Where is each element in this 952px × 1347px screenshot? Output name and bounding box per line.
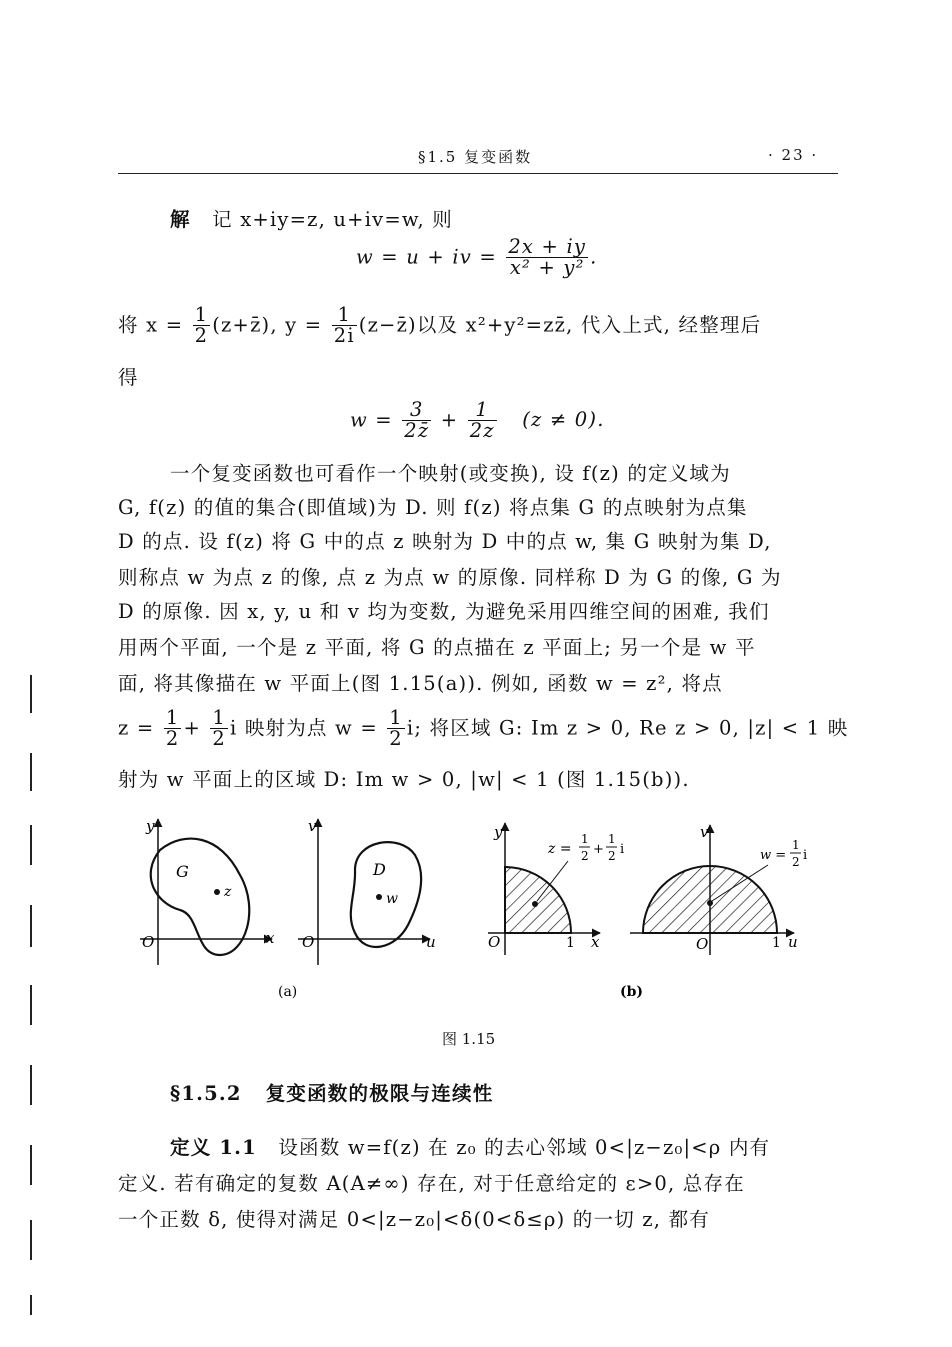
label-y: y [146, 817, 155, 835]
point-w [376, 894, 382, 900]
svg-text:1: 1 [581, 832, 589, 846]
paragraph-line-3: D 的点. 设 f(z) 将 G 中的点 z 映射为 D 中的点 w, 集 G 映射为集 D, [118, 530, 772, 553]
label-u: u [426, 933, 436, 951]
label-origin: O [142, 933, 155, 951]
svg-text:1: 1 [608, 832, 616, 846]
panel-a-z-plane [140, 817, 275, 965]
definition-line-1: 定义 1.1 设函数 w=f(z) 在 z₀ 的去心邻域 0<|z−z₀|<ρ 内有 [170, 1136, 771, 1159]
paragraph-line-1: 一个复变函数也可看作一个映射(或变换), 设 f(z) 的定义域为 [170, 462, 731, 485]
label-origin: O [488, 933, 501, 951]
page-number: · 23 · [768, 146, 819, 164]
section-title: 复变函数的极限与连续性 [265, 1082, 494, 1105]
label-u: u [788, 933, 798, 951]
svg-text:i: i [803, 848, 808, 863]
label-z: z [224, 884, 232, 900]
figure-caption: 图 1.15 [442, 1030, 496, 1048]
equation-1-fraction: $\frac{2x + iy}{\text{x² + y²}}$ [508, 235, 587, 280]
definition-line-3: 一个正数 δ, 使得对满足 0<|z−z₀|<δ(0<δ≤ρ) 的一切 z, 都有 [118, 1208, 710, 1231]
label-z-eq: z = [548, 841, 572, 857]
label-G: G [176, 862, 189, 881]
svg-text:1: 1 [792, 838, 800, 852]
label-origin: O [302, 933, 315, 951]
paragraph-line-2: G, f(z) 的值的集合(即值域)为 D. 则 f(z) 将点集 G 的点映射为点集 [118, 496, 748, 519]
label-y: y [494, 823, 503, 841]
panel-b-quarter-disk [488, 823, 624, 955]
section-heading [170, 1078, 493, 1106]
section-number: §1.5.2 [170, 1082, 242, 1105]
paragraph-line-8: z = $\frac{1}{2}$ + $\frac{1}{2}$ i 映射为点 w = $\frac{1}{2}$ i; 将区域 G: Im z > 0, Re z > 0, |z| < 1 映 [118, 706, 849, 751]
definition-label: 定义 1.1 [170, 1136, 257, 1159]
label-origin: O [696, 935, 709, 953]
substitution-continuation: 得 [118, 366, 139, 389]
paragraph-line-4: 则称点 w 为点 z 的像, 点 z 为点 w 的原像. 同样称 D 为 G 的像, G 为 [118, 566, 782, 589]
point-z [532, 901, 538, 907]
paragraph-line-7: 面, 将其像描在 w 平面上(图 1.15(a)). 例如, 函数 w = z², 将点 [118, 672, 723, 695]
substitution-line: 将 x = $\frac{1}{2}$ (z+z̄), y = $\frac{1}{2i}$ (z−z̄)以及 x²+y²=zz̄, 代入上式, 经整理后 [118, 303, 762, 348]
paragraph-line-5: D 的原像. 因 x, y, u 和 v 均为变数, 为避免采用四维空间的困难, 我们 [118, 600, 770, 623]
solution-label: 解 [170, 208, 191, 231]
solution-line-1 [170, 204, 453, 232]
label-D: D [373, 860, 386, 879]
panel-b-half-disk [630, 823, 807, 955]
subfigure-label-a: (a) [278, 984, 298, 1000]
solution-text: 记 x+iy=z, u+iv=w, 则 [212, 208, 453, 231]
equation-1: w = u + iv = $\frac{2x + iy}{\text{x² + y²}}$ . [356, 235, 598, 280]
panel-a-w-plane [298, 817, 436, 965]
svg-text:2: 2 [581, 849, 589, 863]
equation-2: w = $\frac{3}{2z̄}$ + $\frac{1}{2z}$ (z ≠ 0). [350, 398, 605, 443]
label-v: v [700, 823, 709, 841]
point-z [214, 889, 220, 895]
label-one: 1 [566, 935, 575, 951]
paragraph-line-6: 用两个平面, 一个是 z 平面, 将 G 的点描在 z 平面上; 另一个是 w 平 [118, 636, 756, 659]
paragraph-line-9: 射为 w 平面上的区域 D: Im w > 0, |w| < 1 (图 1.15(b)). [118, 768, 690, 791]
svg-text:+: + [593, 842, 604, 857]
region-G [151, 839, 250, 955]
label-w: w [386, 891, 398, 907]
label-x: x [266, 929, 275, 947]
svg-text:i: i [620, 842, 625, 857]
subfigure-label-b: (b) [620, 984, 644, 1000]
header-rule [118, 173, 838, 174]
label-v: v [308, 817, 317, 835]
label-w-eq: w = [760, 848, 787, 863]
running-header-section: §1.5 复变函数 [418, 148, 533, 166]
definition-line-2: 定义. 若有确定的复数 A(A≠∞) 存在, 对于任意给定的 ε>0, 总存在 [118, 1172, 745, 1195]
label-one: 1 [772, 935, 781, 951]
label-x: x [591, 933, 600, 951]
svg-text:2: 2 [792, 855, 800, 869]
svg-text:2: 2 [608, 849, 616, 863]
figure-1-15 [130, 815, 830, 1005]
